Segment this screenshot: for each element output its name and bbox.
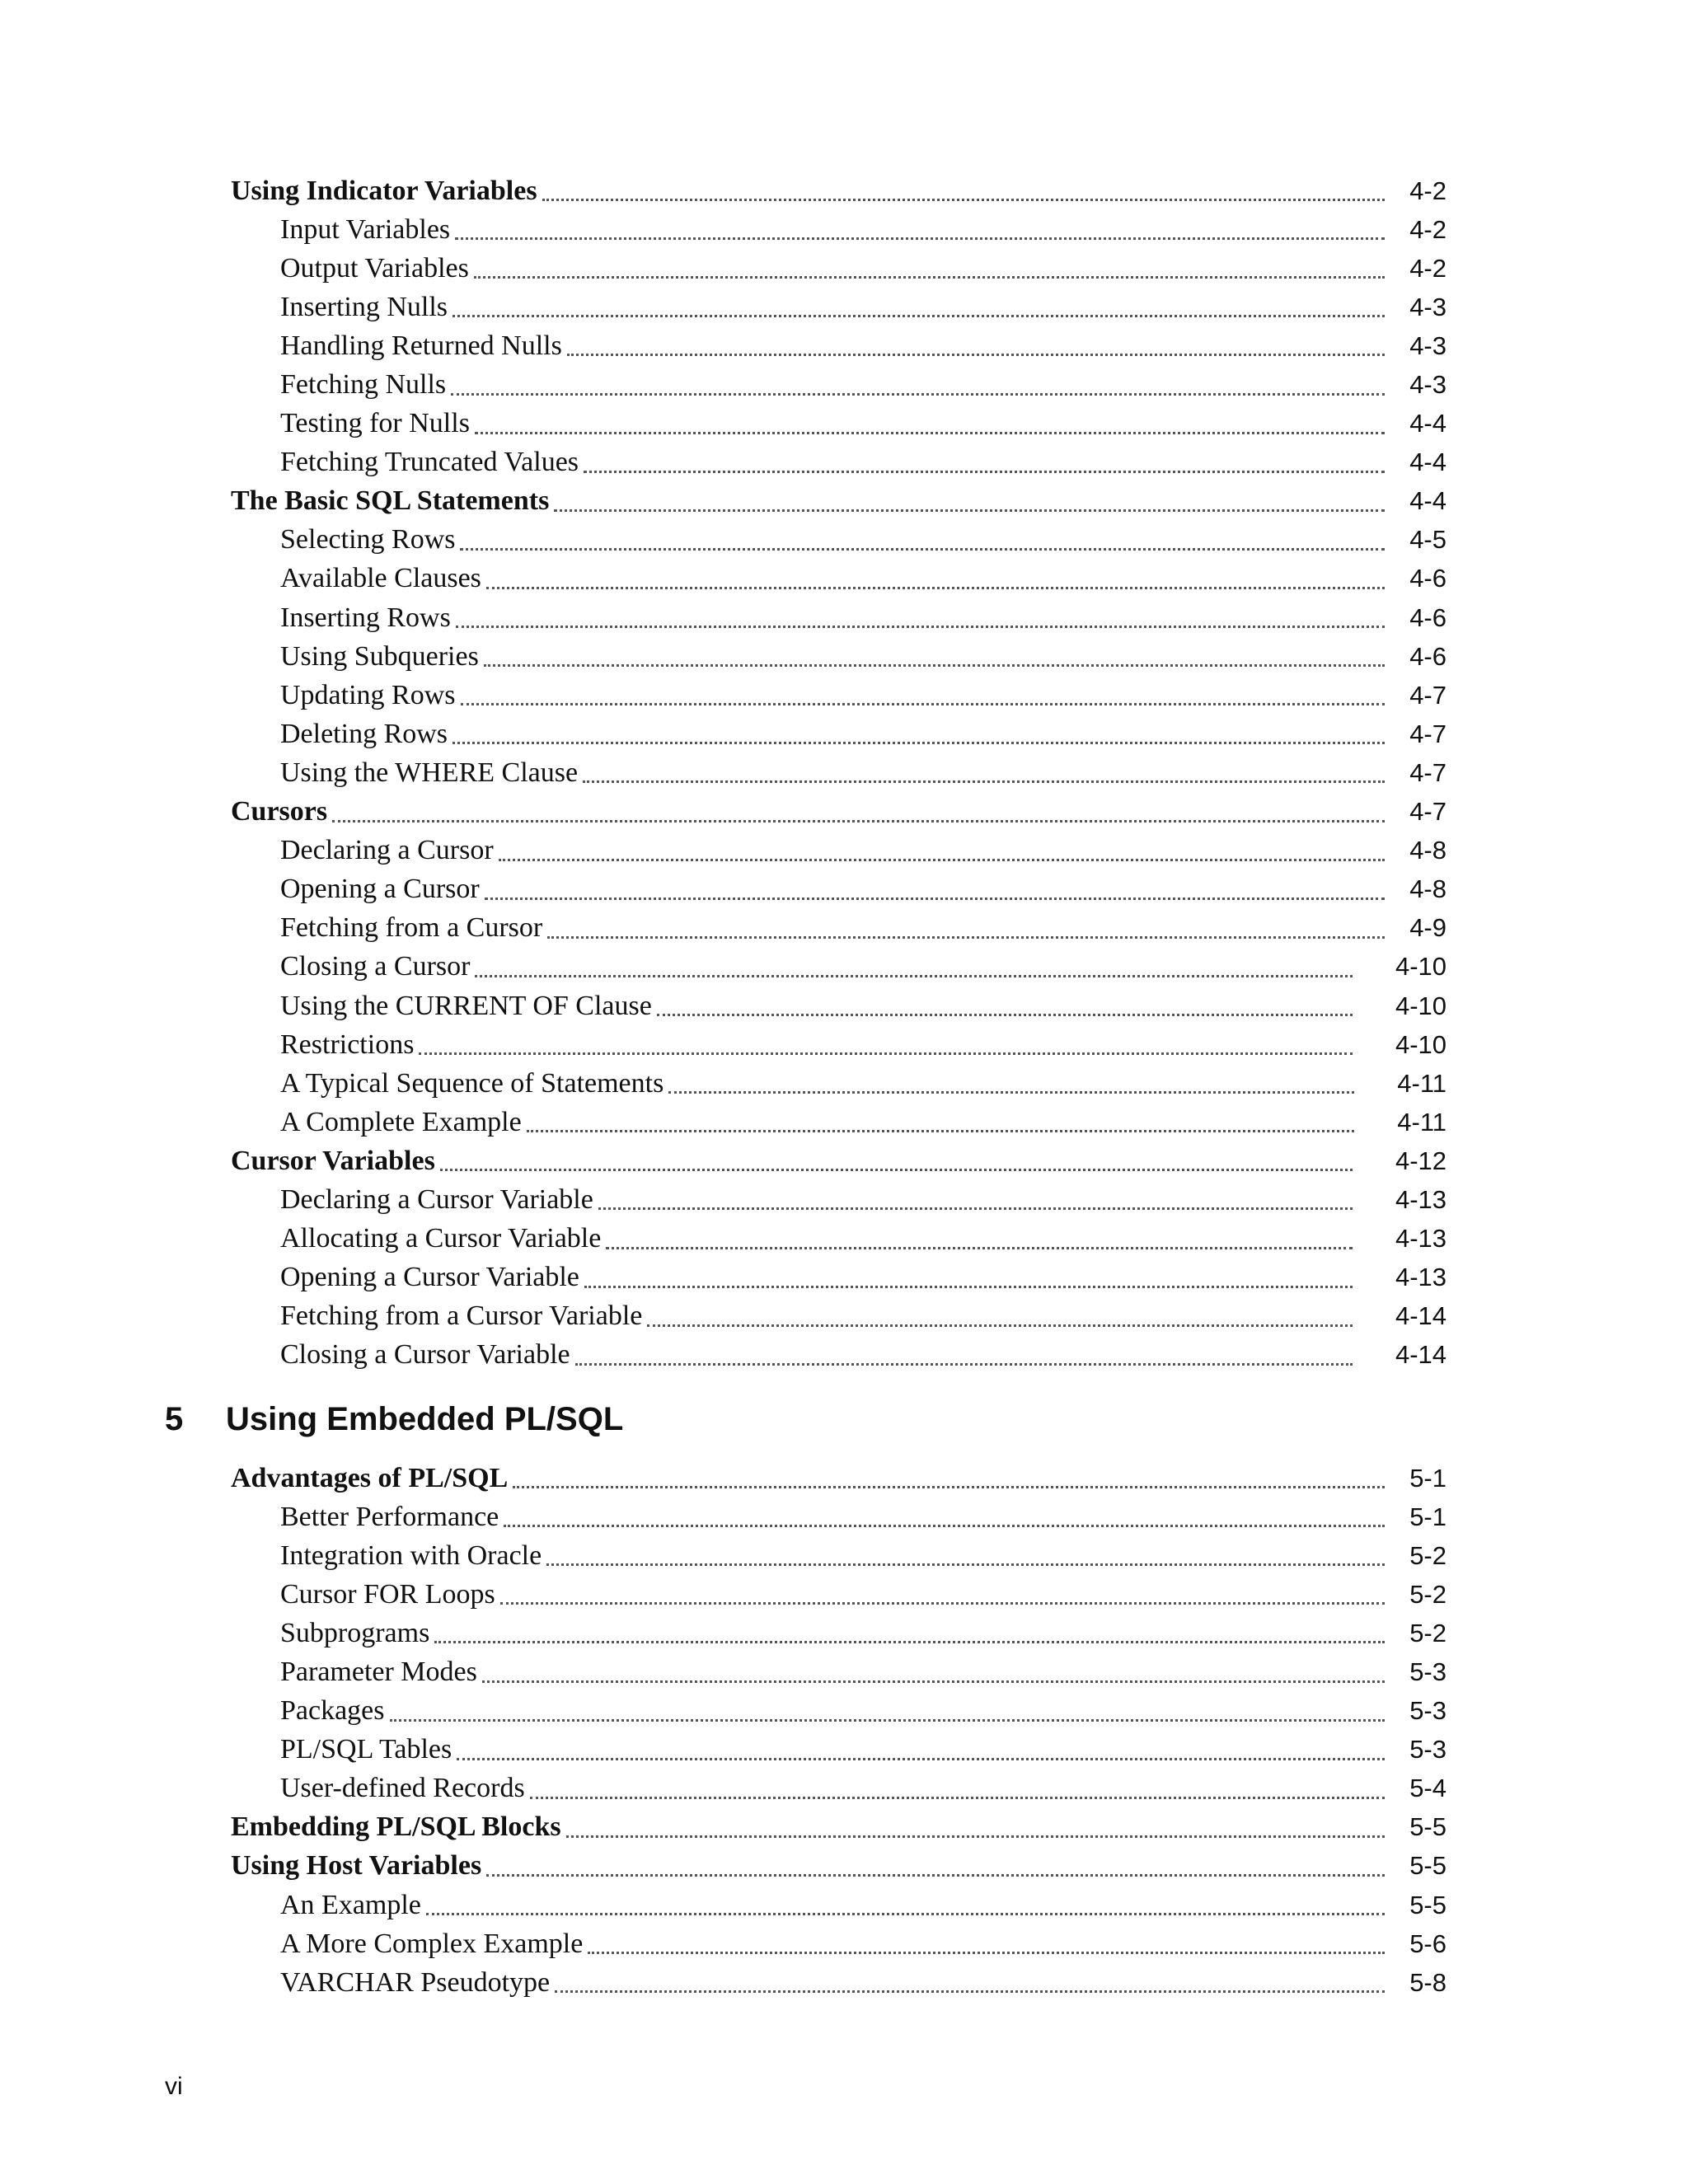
dot-leader (566, 1835, 1386, 1838)
toc-entry[interactable] (231, 793, 1447, 832)
dot-leader (546, 1563, 1385, 1566)
dot-leader (555, 1990, 1385, 1993)
toc-page-number: 4-14 (1395, 1301, 1447, 1331)
toc-entry-line (231, 326, 1447, 365)
toc-entry-line (231, 1297, 1447, 1336)
dot-leader (452, 742, 1385, 744)
toc-subsection-title: Using the CURRENT OF Clause (280, 991, 657, 1022)
toc-page-number: 4-8 (1409, 836, 1447, 865)
toc-entry[interactable] (231, 210, 1447, 249)
toc-section-title: Cursors (231, 796, 332, 827)
toc-entry[interactable] (231, 443, 1447, 482)
toc-page-number: 4-9 (1409, 913, 1447, 943)
toc-subsection-title: Inserting Nulls (280, 292, 452, 323)
dot-leader (457, 1758, 1385, 1760)
toc-entry-line (231, 171, 1447, 210)
toc-subsection-title: Integration with Oracle (280, 1540, 546, 1572)
toc-entry[interactable] (231, 598, 1447, 637)
toc-entry-line (231, 1847, 1447, 1886)
toc-entry-line (231, 753, 1447, 792)
dot-leader (484, 664, 1385, 667)
toc-list-chapter-5 (231, 1459, 1447, 2002)
toc-entry-line (231, 560, 1447, 598)
toc-entry-line (231, 1141, 1447, 1180)
toc-subsection-title: A Complete Example (280, 1107, 527, 1138)
dot-leader (486, 587, 1385, 589)
toc-page-number: 4-7 (1409, 680, 1447, 710)
dot-leader (606, 1247, 1353, 1249)
toc-subsection-title: Cursor FOR Loops (280, 1579, 500, 1610)
toc-page-number: 4-11 (1397, 1068, 1447, 1098)
toc-entry[interactable] (231, 1963, 1447, 2002)
toc-page-number: 5-3 (1409, 1696, 1447, 1726)
toc-entry-line (231, 909, 1447, 948)
dot-leader (440, 1169, 1353, 1171)
chapter-number: 5 (165, 1401, 184, 1437)
dot-leader (668, 1091, 1354, 1094)
toc-page-number: 4-5 (1409, 525, 1447, 555)
dot-leader (584, 471, 1385, 473)
toc-page-number: 5-2 (1409, 1540, 1447, 1570)
toc-entry-line (231, 1575, 1447, 1614)
toc-page-number: 4-10 (1395, 991, 1447, 1020)
toc-entry-line (231, 1769, 1447, 1808)
toc-subsection-title: Opening a Cursor Variable (280, 1262, 584, 1293)
dot-leader (475, 432, 1385, 434)
toc-entry[interactable] (231, 1575, 1447, 1614)
dot-leader (504, 1525, 1385, 1527)
toc-subsection-title: Subprograms (280, 1618, 434, 1649)
dot-leader (575, 1363, 1353, 1366)
toc-entry[interactable] (231, 1258, 1447, 1297)
toc-entry-line (231, 1025, 1447, 1064)
toc-entry[interactable] (231, 1141, 1447, 1180)
toc-entry-line (231, 870, 1447, 909)
toc-entry-line (231, 365, 1447, 404)
toc-page-number: 4-14 (1395, 1340, 1447, 1370)
toc-subsection-title: User-defined Records (280, 1773, 530, 1804)
toc-entry[interactable] (231, 909, 1447, 948)
toc-subsection-title: Closing a Cursor Variable (280, 1339, 575, 1371)
dot-leader (500, 1602, 1385, 1605)
toc-page-number: 5-3 (1409, 1657, 1447, 1687)
dot-leader (475, 975, 1353, 977)
toc-entry[interactable] (231, 715, 1447, 753)
toc-entry[interactable] (231, 870, 1447, 909)
dot-leader (513, 1486, 1385, 1488)
chapter-heading[interactable] (165, 1401, 623, 1438)
toc-entry[interactable] (231, 1103, 1447, 1141)
dot-leader (554, 509, 1385, 512)
toc-page-number: 4-10 (1395, 952, 1447, 982)
dot-leader (455, 237, 1385, 240)
toc-subsection-title: Opening a Cursor (280, 874, 485, 905)
toc-page-number: 5-1 (1409, 1502, 1447, 1531)
toc-page-number: 4-7 (1409, 797, 1447, 827)
toc-entry-line (231, 1924, 1447, 1963)
toc-entry[interactable] (231, 365, 1447, 404)
toc-entry-line (231, 1652, 1447, 1691)
toc-page-number: 4-13 (1395, 1184, 1447, 1214)
toc-entry-line (231, 1886, 1447, 1924)
toc-entry[interactable] (231, 1536, 1447, 1575)
toc-subsection-title: Declaring a Cursor Variable (280, 1184, 598, 1216)
dot-leader (567, 354, 1385, 356)
toc-entry[interactable] (231, 1769, 1447, 1808)
toc-page-number: 4-7 (1409, 719, 1447, 748)
toc-subsection-title: Input Variables (280, 214, 455, 246)
dot-leader (434, 1641, 1385, 1643)
toc-subsection-title: Declaring a Cursor (280, 835, 499, 866)
dot-leader (390, 1719, 1386, 1722)
toc-subsection-title: VARCHAR Pseudotype (280, 1967, 555, 1999)
toc-subsection-title: Fetching from a Cursor Variable (280, 1301, 647, 1332)
dot-leader (452, 315, 1385, 317)
toc-entry[interactable] (231, 521, 1447, 560)
toc-entry[interactable] (231, 1652, 1447, 1691)
dot-leader (647, 1324, 1353, 1327)
toc-entry[interactable] (231, 405, 1447, 443)
toc-section-title: Embedding PL/SQL Blocks (231, 1811, 566, 1843)
dot-leader (542, 199, 1386, 201)
dot-leader (547, 936, 1385, 939)
dot-leader (451, 393, 1385, 396)
dot-leader (598, 1207, 1353, 1210)
toc-entry-line (231, 1220, 1447, 1258)
toc-subsection-title: Parameter Modes (280, 1657, 482, 1688)
toc-entry-line (231, 1459, 1447, 1497)
dot-leader (461, 703, 1386, 705)
toc-entry-line (231, 1064, 1447, 1103)
toc-entry-line (231, 637, 1447, 676)
toc-entry-line (231, 832, 1447, 870)
dot-leader (588, 1952, 1385, 1954)
toc-subsection-title: Updating Rows (280, 680, 461, 711)
toc-subsection-title: Output Variables (280, 253, 474, 284)
toc-entry-line (231, 715, 1447, 753)
toc-page-number: 5-5 (1409, 1890, 1447, 1919)
toc-page-number: 4-3 (1409, 370, 1447, 400)
toc-subsection-title: An Example (280, 1890, 426, 1921)
toc-section-title: Cursor Variables (231, 1146, 440, 1177)
toc-subsection-title: A Typical Sequence of Statements (280, 1068, 668, 1099)
toc-entry-line (231, 443, 1447, 482)
chapter-title: Using Embedded PL/SQL (226, 1401, 624, 1437)
toc-entry[interactable] (231, 326, 1447, 365)
toc-entry[interactable] (231, 1336, 1447, 1375)
dot-leader (527, 1130, 1355, 1132)
toc-entry[interactable] (231, 1731, 1447, 1769)
toc-entry-line (231, 1103, 1447, 1141)
dot-leader (486, 1874, 1385, 1877)
toc-page-number: 5-2 (1409, 1618, 1447, 1647)
toc-entry[interactable] (231, 753, 1447, 792)
toc-page-number: 4-10 (1395, 1029, 1447, 1059)
toc-page-number: 4-6 (1409, 641, 1447, 671)
toc-page-number: 4-13 (1395, 1263, 1447, 1292)
toc-entry-line (231, 1731, 1447, 1769)
dot-leader (456, 626, 1385, 628)
toc-entry[interactable] (231, 1847, 1447, 1886)
toc-entry-line (231, 1963, 1447, 2002)
toc-entry[interactable] (231, 676, 1447, 715)
page-number-footer: vi (165, 2073, 183, 2100)
toc-section-title: The Basic SQL Statements (231, 485, 554, 517)
toc-subsection-title: Inserting Rows (280, 602, 456, 634)
dot-leader (584, 1286, 1353, 1288)
toc-entry[interactable] (231, 987, 1447, 1025)
toc-entry[interactable] (231, 1297, 1447, 1336)
toc-entry[interactable] (231, 1459, 1447, 1497)
toc-entry[interactable] (231, 1180, 1447, 1219)
dot-leader (460, 548, 1385, 551)
toc-entry-line (231, 249, 1447, 288)
toc-entry[interactable] (231, 1614, 1447, 1652)
dot-leader (474, 276, 1385, 279)
toc-subsection-title: Packages (280, 1695, 390, 1727)
toc-entry[interactable] (231, 1497, 1447, 1536)
toc-subsection-title: Using the WHERE Clause (280, 757, 583, 789)
toc-entry[interactable] (231, 948, 1447, 987)
toc-page-number: 4-13 (1395, 1224, 1447, 1254)
toc-entry-line (231, 948, 1447, 987)
toc-page-number: 4-6 (1409, 602, 1447, 632)
toc-subsection-title: Available Clauses (280, 563, 486, 594)
toc-page-number: 4-8 (1409, 874, 1447, 904)
toc-section-title: Using Host Variables (231, 1850, 486, 1882)
toc-entry[interactable] (231, 1808, 1447, 1847)
toc-page-number: 5-6 (1409, 1929, 1447, 1958)
toc-entry-line (231, 405, 1447, 443)
toc-page-number: 5-8 (1409, 1967, 1447, 1997)
toc-entry[interactable] (231, 1886, 1447, 1924)
toc-page-number: 5-3 (1409, 1735, 1447, 1765)
toc-subsection-title: PL/SQL Tables (280, 1734, 457, 1765)
dot-leader (332, 820, 1385, 823)
toc-entry-line (231, 482, 1447, 521)
toc-page-number: 4-12 (1395, 1146, 1447, 1175)
toc-page-number: 4-4 (1409, 448, 1447, 477)
toc-entry-line (231, 521, 1447, 560)
toc-subsection-title: Better Performance (280, 1502, 504, 1533)
toc-entry-line (231, 1614, 1447, 1652)
toc-subsection-title: Closing a Cursor (280, 951, 475, 982)
toc-entry[interactable] (231, 1064, 1447, 1103)
dot-leader (426, 1913, 1385, 1915)
dot-leader (482, 1680, 1385, 1683)
toc-entry[interactable] (231, 1924, 1447, 1963)
toc-entry-line (231, 1258, 1447, 1297)
toc-page-number: 4-11 (1397, 1107, 1447, 1137)
toc-page-number: 5-5 (1409, 1851, 1447, 1881)
toc-subsection-title: Fetching Nulls (280, 369, 451, 401)
toc-entry[interactable] (231, 1220, 1447, 1258)
toc-entry[interactable] (231, 482, 1447, 521)
toc-section-title: Advantages of PL/SQL (231, 1463, 513, 1494)
dot-leader (530, 1797, 1385, 1799)
toc-page-number: 4-2 (1409, 214, 1447, 244)
toc-entry[interactable] (231, 1692, 1447, 1731)
toc-subsection-title: Fetching Truncated Values (280, 447, 584, 478)
toc-page-number: 4-4 (1409, 409, 1447, 438)
toc-page-number: 5-1 (1409, 1463, 1447, 1493)
toc-page-number: 5-4 (1409, 1774, 1447, 1803)
toc-subsection-title: A More Complex Example (280, 1929, 588, 1960)
toc-entry-line (231, 1180, 1447, 1219)
dot-leader (657, 1014, 1353, 1016)
toc-entry[interactable] (231, 1025, 1447, 1064)
dot-leader (419, 1052, 1353, 1055)
toc-entry-line (231, 210, 1447, 249)
toc-entry-line (231, 676, 1447, 715)
toc-entry[interactable] (231, 171, 1447, 210)
toc-subsection-title: Deleting Rows (280, 719, 452, 750)
toc-entry[interactable] (231, 560, 1447, 598)
toc-page-number: 4-7 (1409, 757, 1447, 787)
toc-entry[interactable] (231, 832, 1447, 870)
toc-entry[interactable] (231, 249, 1447, 288)
dot-leader (583, 780, 1385, 783)
toc-subsection-title: Handling Returned Nulls (280, 330, 567, 362)
toc-entry-line (231, 288, 1447, 326)
toc-list-chapter-4 (231, 171, 1447, 1375)
toc-subsection-title: Fetching from a Cursor (280, 912, 547, 944)
toc-page-number: 4-3 (1409, 292, 1447, 321)
toc-page-number: 4-2 (1409, 176, 1447, 205)
toc-subsection-title: Selecting Rows (280, 524, 460, 555)
toc-page-number: 4-2 (1409, 253, 1447, 283)
toc-entry-line (231, 1497, 1447, 1536)
toc-section-title: Using Indicator Variables (231, 176, 542, 207)
toc-subsection-title: Restrictions (280, 1029, 419, 1061)
toc-page-number: 4-3 (1409, 330, 1447, 360)
toc-entry-line (231, 987, 1447, 1025)
toc-entry-line (231, 1536, 1447, 1575)
toc-entry-line (231, 598, 1447, 637)
toc-page-number: 4-4 (1409, 486, 1447, 516)
toc-subsection-title: Using Subqueries (280, 641, 484, 673)
toc-page-number: 5-5 (1409, 1812, 1447, 1842)
toc-page-number: 4-6 (1409, 564, 1447, 593)
toc-entry[interactable] (231, 637, 1447, 676)
toc-entry-line (231, 793, 1447, 832)
toc-entry-line (231, 1336, 1447, 1375)
dot-leader (485, 898, 1385, 900)
toc-page-number: 5-2 (1409, 1579, 1447, 1609)
toc-subsection-title: Testing for Nulls (280, 408, 475, 439)
toc-entry-line (231, 1808, 1447, 1847)
toc-subsection-title: Allocating a Cursor Variable (280, 1223, 606, 1254)
toc-entry[interactable] (231, 288, 1447, 326)
toc-entry-line (231, 1692, 1447, 1731)
dot-leader (499, 859, 1386, 861)
